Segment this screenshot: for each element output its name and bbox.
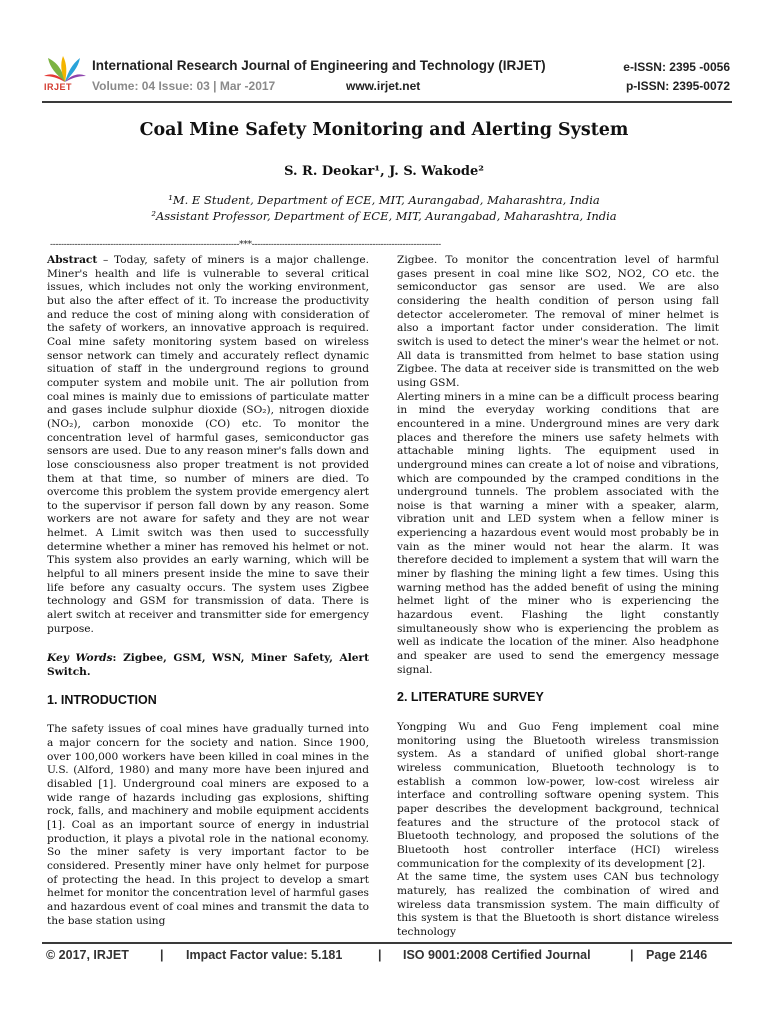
abstract-label: Abstract xyxy=(47,254,98,266)
literature-paragraph-1: Yongping Wu and Guo Feng implement coal mine monitoring using the Bluetooth wireless transmission system. As a standard of unified global short-range wireless communication, Bluetooth technology is to establish a common low-power, low-cost wireless air interface and controlling software opening system. This paper describes the development background, technical features and the structure of the protocol stack of Bluetooth technology, and proposed the solutions of the Bluetooth host controller interface (HCI) wireless communication for the complexity of its development [2]. xyxy=(397,721,719,870)
footer-copyright: © 2017, IRJET xyxy=(46,948,129,962)
section-separator: ---------------------------------------------------------------------***--------------------------------------------------------------------- xyxy=(50,240,441,250)
volume-issue: Volume: 04 Issue: 03 | Mar -2017 xyxy=(92,79,276,93)
affiliation-2: ²Assistant Professor, Department of ECE, MIT, Aurangabad, Maharashtra, India xyxy=(151,209,617,223)
logo-text: IRJET xyxy=(44,82,73,92)
journal-name: International Research Journal of Engineering and Technology (IRJET) xyxy=(92,58,546,73)
right-paragraph-2: Alerting miners in a mine can be a difficult process bearing in mind the everyday working conditions that are encountered in a mine. Underground mines are very dark places and therefore the miners use safety helmets with attachable mining lights. The equipment used in underground mines can create a lot of noise and vibrations, which are compounded by the cramped conditions in the underground tunnels. The problem associated with the noise is that warning a miner with a speaker, alarm, vibration unit and LED system when a fellow miner is experiencing a hazardous event would most probably be in vain as the miner would not hear the alarm. It was therefore decided to implement a system that will warn the miner by flashing the mining light a few times. Using this warning method has the added benefit of using the mining helmet light of the miner who is experiencing the hazardous event. Flashing the light constantly simultaneously show who is experiencing the problem as well as indicate the location of the miner. Also headphone and speaker are used to send the emergency message signal. xyxy=(397,390,719,676)
header-rule xyxy=(42,101,732,103)
section-heading-introduction: 1. INTRODUCTION xyxy=(47,692,157,707)
abstract xyxy=(47,254,369,636)
website-link[interactable]: www.irjet.net xyxy=(346,79,421,93)
footer-rule xyxy=(42,942,732,944)
footer-separator: | xyxy=(160,948,164,962)
left-column xyxy=(47,254,369,928)
keywords-label: Key Words xyxy=(47,652,113,665)
literature-paragraph-2: At the same time, the system uses CAN bus technology maturely, has realized the combination of wired and wireless data transmission system. The main difficulty of this system is that the Bluetooth is short distance wireless technology xyxy=(397,871,719,938)
introduction-text: The safety issues of coal mines have gradually turned into a major concern for the society and nation. Since 1900, over 100,000 workers have been killed in coal mines in the U.S. (Alford, 1980) and many more have been injured and disabled [1]. Underground coal miners are exposed to a wide range of hazards including gas explosions, shifting rock, falls, and machinery and mobile equipment accidents [1]. Coal as an important source of energy in industrial production, it plays a pivotal role in the national economy. So the miner safety is very important factor to be considered. Presently miner have only helmet for purpose of protecting the head. In this project to develop a smart helmet for monitor the concentration level of harmful gases and hazardous event of coal mines and transmit the data to the base station using xyxy=(47,723,369,927)
irjet-logo-icon xyxy=(42,54,88,84)
keywords-values: : Zigbee, GSM, WSN, Miner Safety, Alert Switch. xyxy=(47,652,369,679)
e-issn: e-ISSN: 2395 -0056 xyxy=(623,60,730,74)
right-column xyxy=(397,254,719,940)
paper-title: Coal Mine Safety Monitoring and Alerting System xyxy=(139,120,629,140)
footer-iso: ISO 9001:2008 Certified Journal xyxy=(403,948,591,962)
irjet-logo xyxy=(42,54,88,96)
paper-authors: S. R. Deokar¹, J. S. Wakode² xyxy=(284,164,484,179)
footer-separator: | xyxy=(378,948,382,962)
keywords xyxy=(47,652,369,679)
abstract-text: – Today, safety of miners is a major challenge. Miner's health and life is vulnerable to several critical issues, which includes not only the working environment, but also the after effect of it. To increase the productivity and reduce the cost of mining along with consideration of the safety of workers, an innovative approach is required. Coal mine safety monitoring system based on wireless sensor network can timely and accurately reflect dynamic situation of staff in the underground regions to ground computer system and mobile unit. The air pollution from coal mines is mainly due to emissions of particulate matter and gases include sulphur dioxide (SO₂), nitrogen dioxide (NO₂), carbon monoxide (CO) etc. To monitor the concentration level of harmful gases, semiconductor gas sensors are used. Due to any reason miner's falls down and lose consciousness also proper treatment is not provided them at that time, so number of miners are died. To overcome this problem the system provide emergency alert to the supervisor if person fall down by any reason. Some workers are not aware for safety and they are not wear helmet. A Limit switch was then used to successfully determine whether a miner has removed his helmet or not. This system also provides an early warning, which will be helpful to all miners present inside the mine to save their life before any casualty occurs. The system uses Zigbee technology and GSM for transmission of data. There is alert switch at receiver and transmitter side for emergency purpose. xyxy=(47,254,369,635)
affiliation-1: ¹M. E Student, Department of ECE, MIT, Aurangabad, Maharashtra, India xyxy=(168,193,600,207)
journal-header xyxy=(42,54,732,100)
footer-impact-factor: Impact Factor value: 5.181 xyxy=(186,948,343,962)
right-paragraph-1: Zigbee. To monitor the concentration level of harmful gases present in coal mine like SO2, NO2, CO etc. the semiconductor gas sensor are used. We are also considering the health condition of person using fall detector accelerometer. The removal of miner helmet is also a important factor under consideration. The limit switch is used to detect the miner's wear the helmet or not. All data is transmitted from helmet to base station using Zigbee. The data at receiver side is transmitted on the web using GSM. xyxy=(397,254,719,389)
footer-separator: | xyxy=(630,948,634,962)
footer-page-number: Page 2146 xyxy=(646,948,708,962)
p-issn: p-ISSN: 2395-0072 xyxy=(625,79,730,93)
section-heading-literature-survey: 2. LITERATURE SURVEY xyxy=(397,690,544,705)
